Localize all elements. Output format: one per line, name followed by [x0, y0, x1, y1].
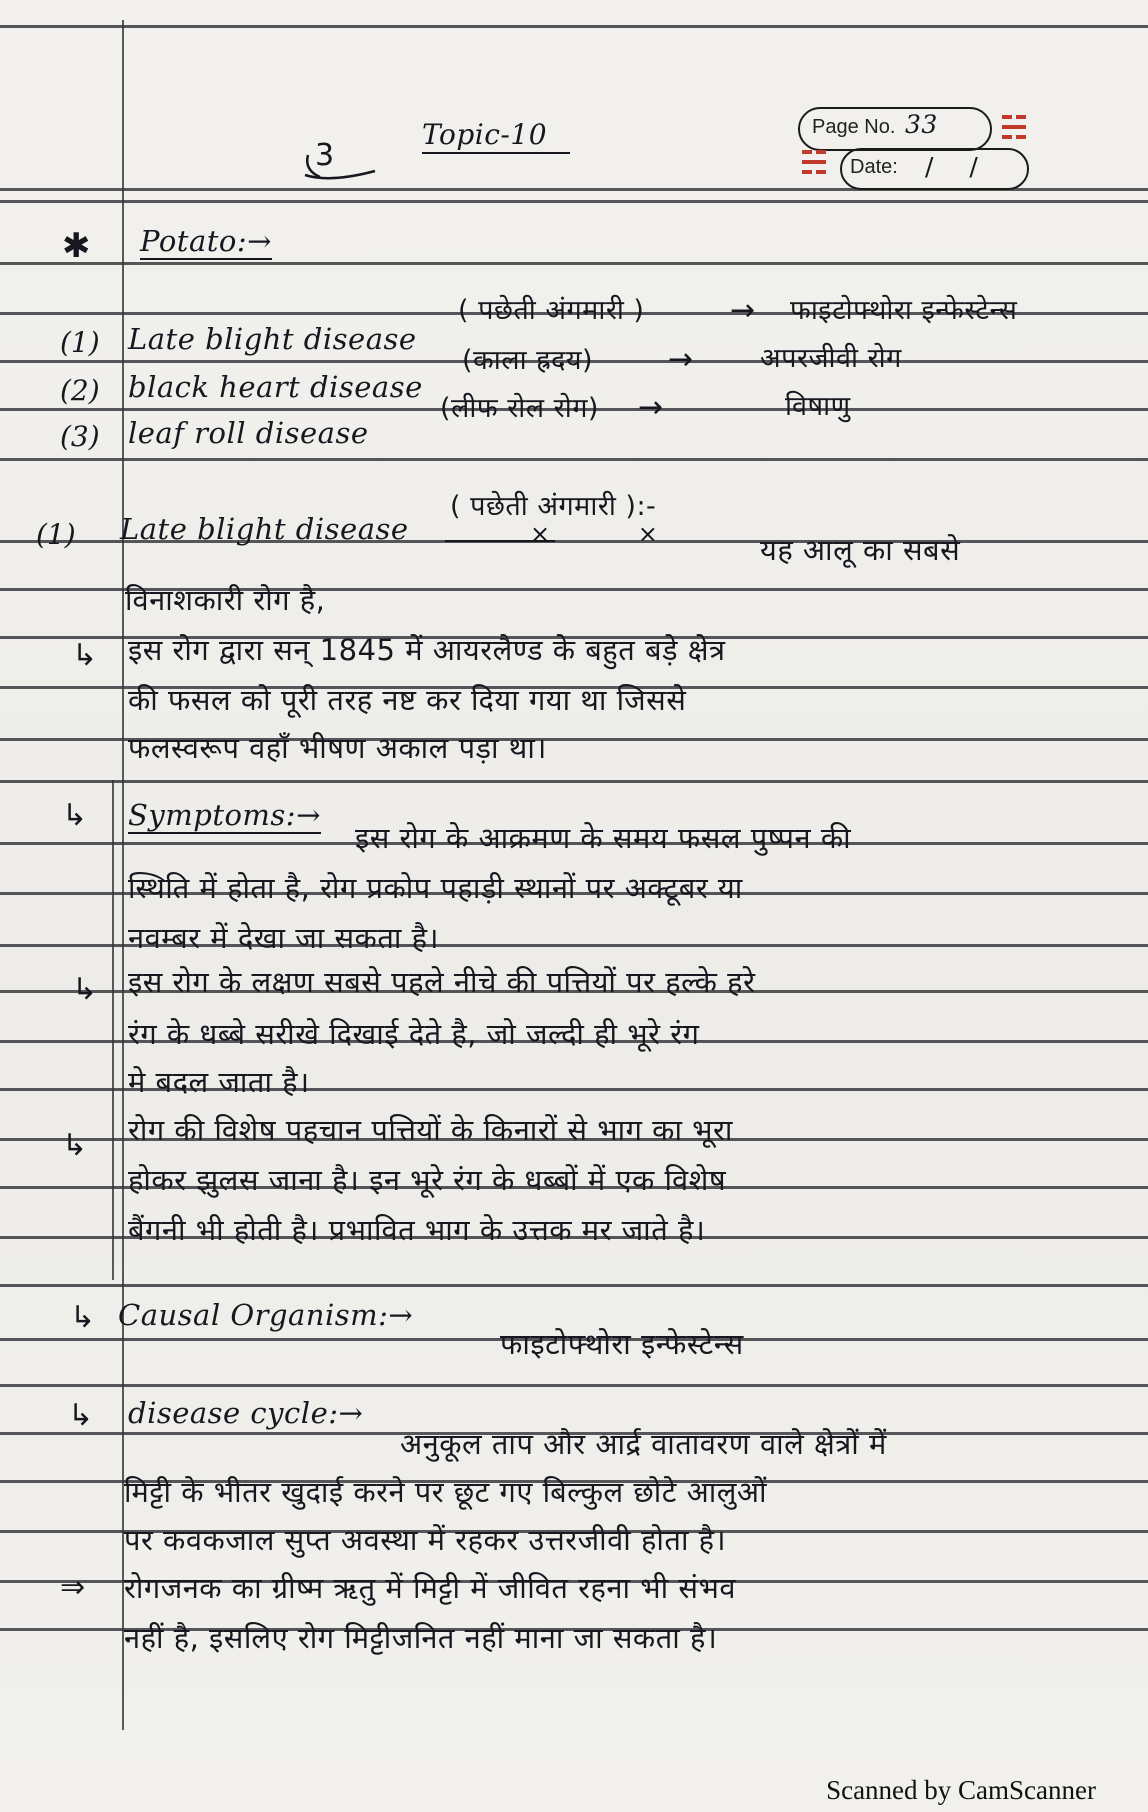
topic-title-underline — [422, 152, 570, 154]
disease-cycle-note-1: रोगजनक का ग्रीष्म ऋतु में मिट्टी में जीवित रहना भी संभव — [124, 1571, 736, 1605]
disease-1-hindi: ( पछेती अंगमारी ) — [458, 295, 645, 326]
section1-hindi: ( पछेती अंगमारी ):- — [450, 491, 657, 522]
bullet-arrow-icon: ↳ — [62, 798, 88, 833]
bullet-arrow-icon: ↳ — [72, 972, 98, 1007]
symptoms-p2-line2: रंग के धब्बे सरीखे दिखाई देते है, जो जल्दी ही भूरे रंग — [128, 1017, 700, 1051]
rule-line — [0, 25, 1148, 28]
rule-line — [0, 1284, 1148, 1287]
disease-cycle-line-3: पर कवकजाल सुप्त अवस्था में रहकर उत्तरजीवी होता है। — [124, 1523, 727, 1557]
bullet-arrow-icon: ↳ — [70, 1300, 96, 1335]
symptoms-p2-line3: मे बदल जाता है। — [128, 1065, 310, 1099]
disease-cycle-line-2: मिट्टी के भीतर खुदाई करने पर छूट गए बिल्कुल छोटे आलुओं — [124, 1475, 768, 1509]
topic-number: 3 — [315, 138, 335, 173]
arrow-icon: → — [638, 390, 664, 425]
rule-line — [0, 458, 1148, 461]
bullet-arrow-icon: ↳ — [62, 1128, 88, 1163]
date-value: / / — [925, 152, 992, 181]
disease-3-hindi: (लीफ रोल रोग) — [440, 393, 599, 424]
rule-line — [0, 780, 1148, 783]
symptoms-p2-line1: इस रोग के लक्षण सबसे पहले नीचे की पत्तियों पर हल्के हरे — [128, 965, 756, 999]
symptoms-p1-line1: इस रोग के आक्रमण के समय फसल पुष्पन की — [355, 821, 852, 855]
disease-2-name: black heart disease — [128, 370, 423, 404]
rule-line — [0, 262, 1148, 265]
disease-cycle-label: disease cycle:→ — [128, 1396, 364, 1430]
section1-title: Late blight disease — [120, 512, 409, 546]
disease-cycle-note-2: नहीं है, इसलिए रोग मिट्टीजनित नहीं माना जा सकता है। — [124, 1621, 718, 1655]
arrow-icon: → — [730, 293, 756, 328]
arrow-icon: → — [668, 342, 694, 377]
disease-2-hindi: (काला ह्रदय) — [462, 345, 594, 376]
disease-1-name: Late blight disease — [128, 322, 417, 356]
history-line-2: की फसल को पूरी तरह नष्ट कर दिया गया था जिससे — [128, 683, 687, 717]
margin-line — [112, 780, 114, 1280]
history-line-3: फलस्वरूप वहाँ भीषण अकाल पड़ा था। — [128, 731, 547, 765]
date-label: Date: — [850, 156, 898, 178]
note-arrow-icon: ⇒ — [60, 1570, 86, 1605]
history-line-1: इस रोग द्वारा सन् 1845 में आयरलैण्ड के बहुत बड़े क्षेत्र — [128, 633, 726, 667]
disease-2-cause: अपरजीवी रोग — [760, 343, 902, 374]
page-no-value: 33 — [905, 110, 938, 139]
topic-underline-icon — [300, 145, 380, 185]
bullet-arrow-icon: ↳ — [72, 638, 98, 673]
qr-mark-icon — [802, 150, 826, 174]
symptoms-label: Symptoms:→ — [128, 798, 321, 832]
symptoms-p1-line2: स्थिति में होता है, रोग प्रकोप पहाड़ी स्थानों पर अक्टूबर या — [128, 871, 743, 905]
bullet-arrow-icon: ↳ — [68, 1398, 94, 1433]
disease-3-number: (3) — [60, 420, 100, 453]
section-heading: Potato:→ — [140, 224, 272, 258]
topic-title: Topic-10 — [422, 118, 548, 151]
section1-number: (1) — [36, 518, 76, 551]
disease-1-cause: फाइटोफ्थोरा इन्फेस्टेन्स — [790, 295, 1018, 326]
cross-marks: × × — [530, 520, 698, 548]
symptoms-p3-line3: बैंगनी भी होती है। प्रभावित भाग के उत्तक मर जाते है। — [128, 1213, 706, 1247]
causal-value: फाइटोफ्थोरा इन्फेस्टेन्स — [500, 1327, 744, 1361]
asterisk-icon: ✱ — [62, 226, 91, 266]
symptoms-p1-line3: नवम्बर में देखा जा सकता है। — [128, 921, 439, 955]
rule-line — [0, 200, 1148, 203]
disease-3-name: leaf roll disease — [128, 416, 369, 450]
rule-line — [0, 1384, 1148, 1387]
causal-label: Causal Organism:→ — [118, 1298, 414, 1332]
scanner-watermark: Scanned by CamScanner — [826, 1775, 1096, 1805]
symptoms-p3-line2: होकर झुलस जाना है। इन भूरे रंग के धब्बों में एक विशेष — [128, 1163, 727, 1197]
qr-mark-icon — [1002, 115, 1026, 139]
disease-1-number: (1) — [60, 326, 100, 359]
disease-2-number: (2) — [60, 374, 100, 407]
section1-line2: विनाशकारी रोग है, — [125, 583, 326, 617]
disease-3-cause: विषाणु — [785, 391, 851, 422]
disease-cycle-line-1: अनुकूल ताप और आर्द्र वातावरण वाले क्षेत्रों में — [400, 1427, 887, 1461]
page-no-label: Page No. — [812, 116, 896, 138]
section1-line1-tail: यह आलू का सबसे — [760, 533, 961, 567]
symptoms-p3-line1: रोग की विशेष पहचान पत्तियों के किनारों से भाग का भूरा — [128, 1113, 733, 1147]
